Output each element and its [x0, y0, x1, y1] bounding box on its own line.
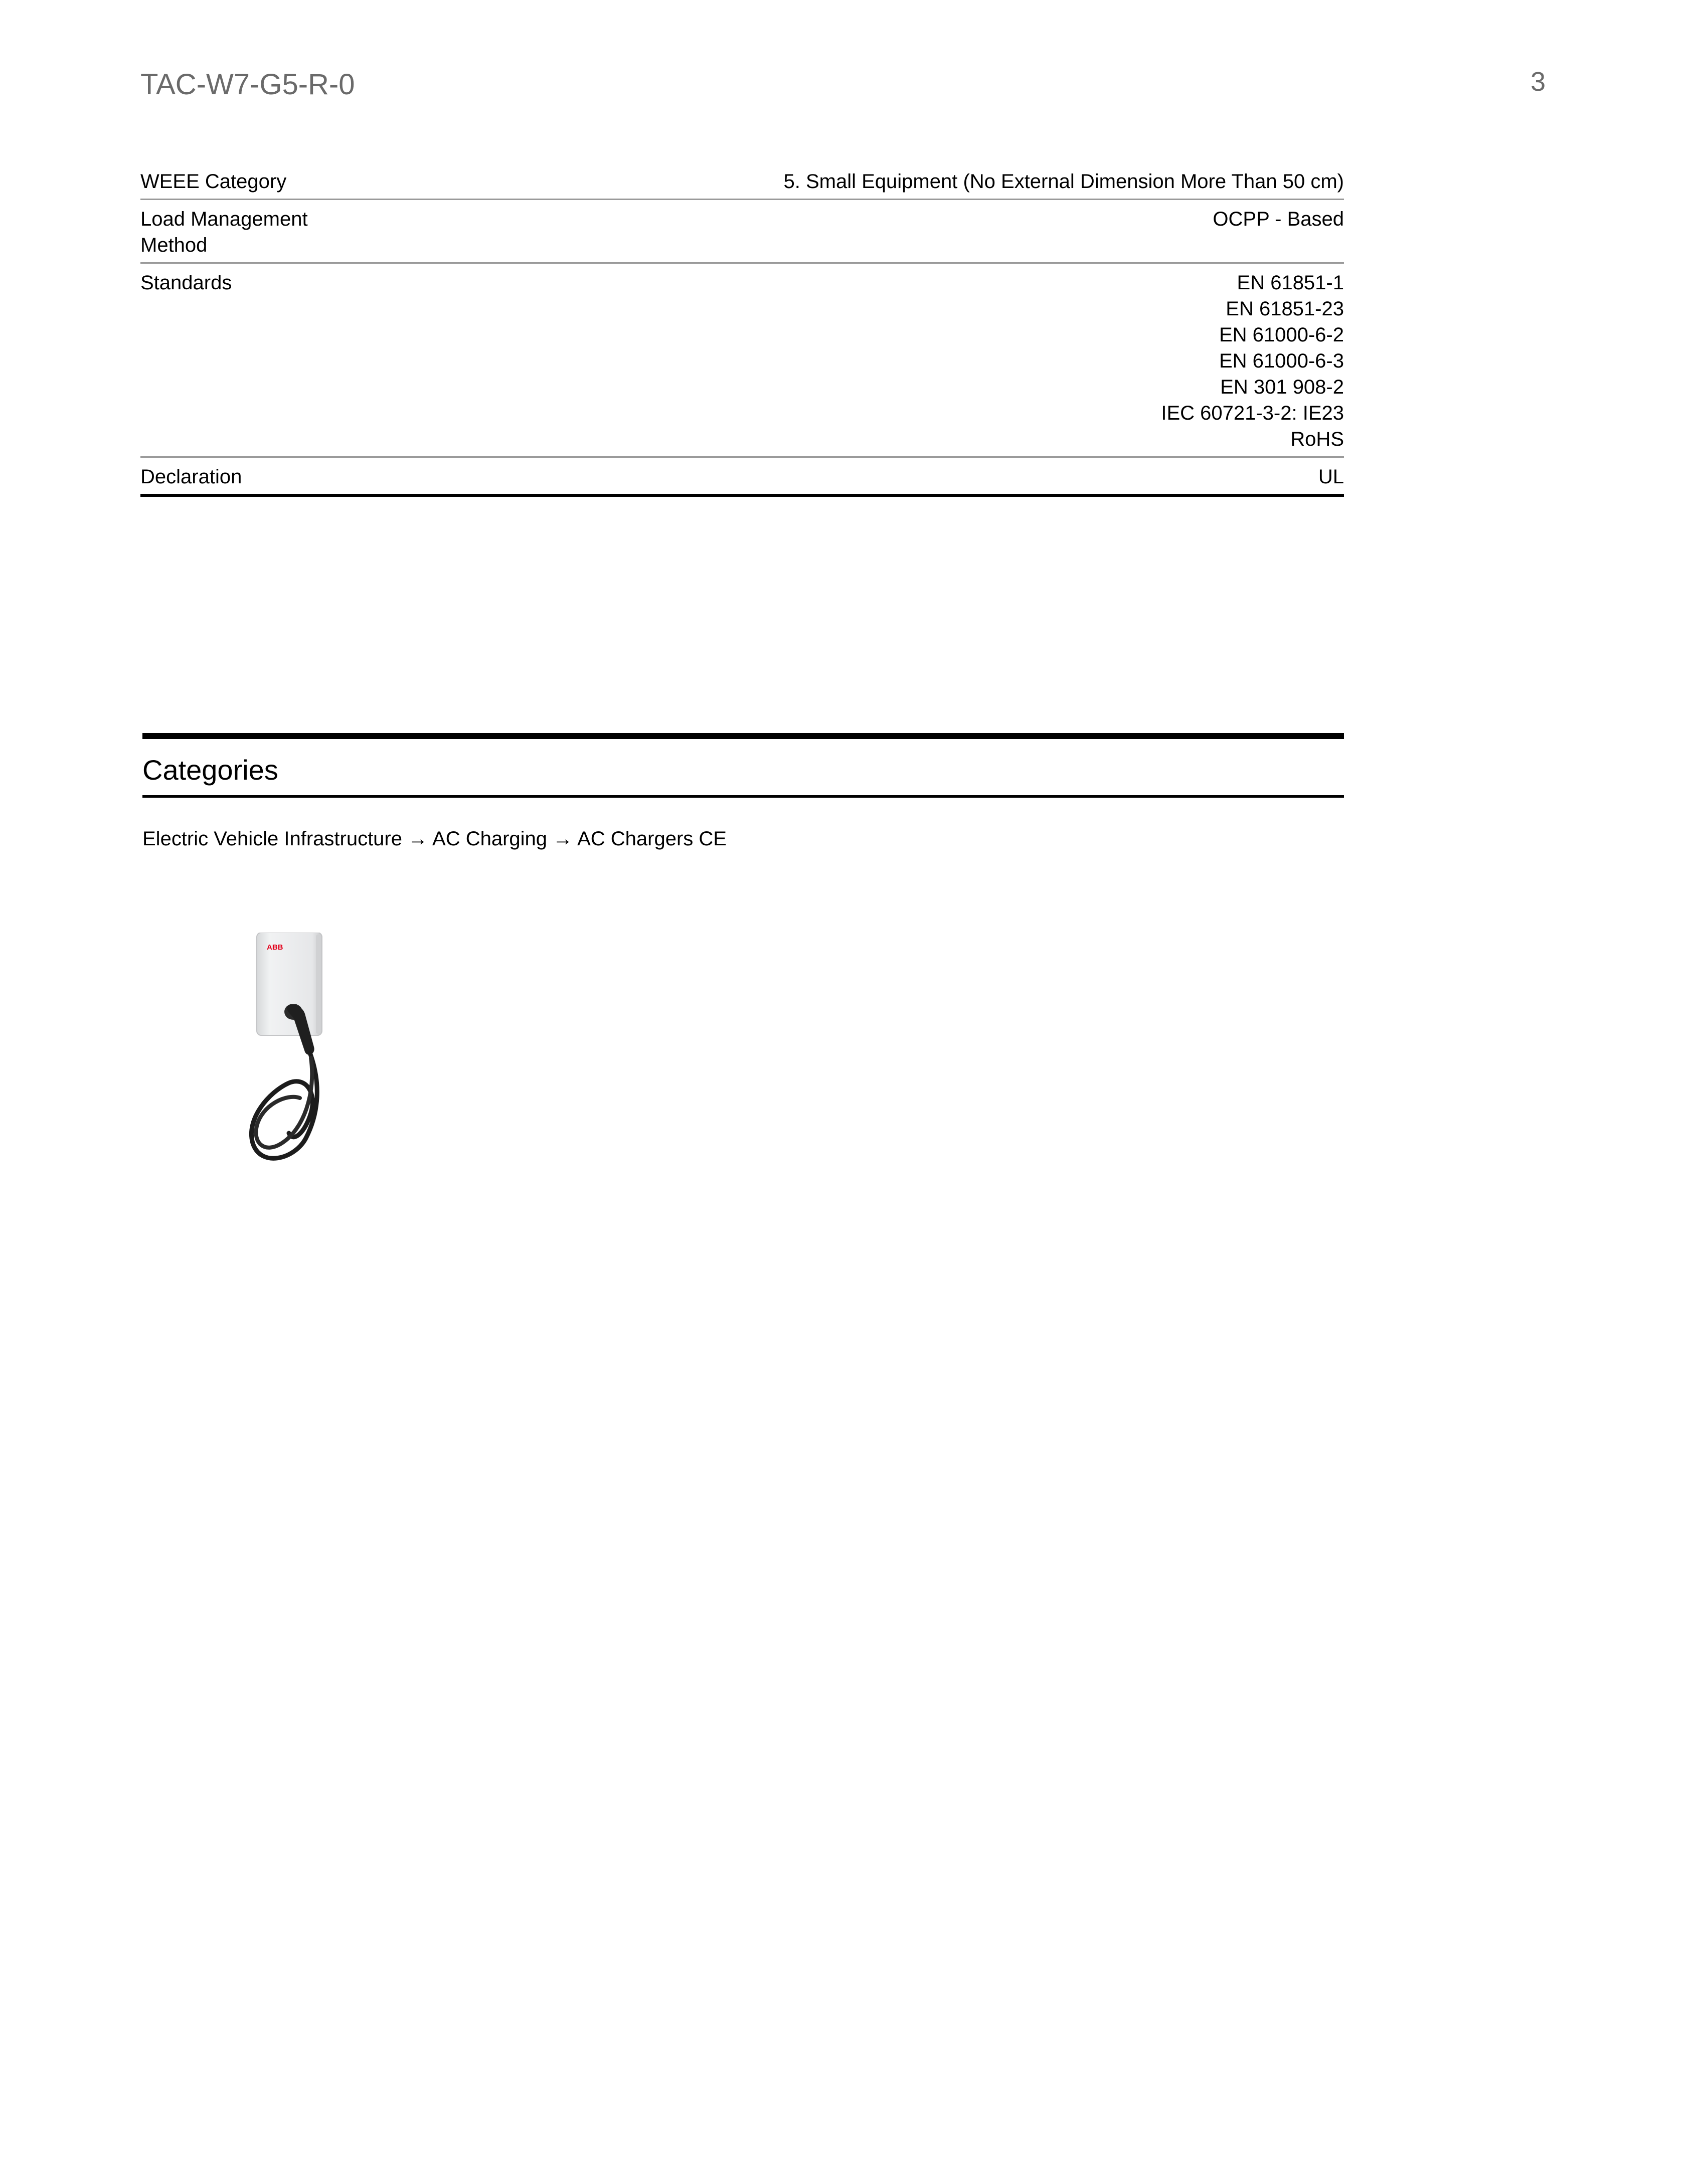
spec-row-load-management — [140, 200, 1344, 264]
spec-value-line: IEC 60721-3-2: IE23 — [1161, 402, 1344, 424]
spec-value-line: EN 61000-6-2 — [1219, 324, 1344, 346]
spec-value-line: EN 61000-6-3 — [1219, 350, 1344, 372]
spec-value-line: OCPP - Based — [1213, 208, 1344, 230]
spec-value-line: RoHS — [1290, 428, 1344, 450]
spec-label: WEEE Category — [140, 170, 287, 193]
spec-value-line: EN 301 908-2 — [1220, 376, 1344, 398]
categories-heading: Categories — [142, 739, 1344, 798]
spec-row-weee — [140, 165, 1344, 200]
spec-label: Declaration — [140, 466, 242, 488]
spec-value-line: EN 61851-1 — [1237, 272, 1344, 294]
spec-value — [321, 168, 1344, 195]
document-id: TAC-W7-G5-R-0 — [140, 68, 355, 101]
spec-value-line: 5. Small Equipment (No External Dimension More Than 50 cm) — [783, 170, 1344, 193]
categories-section — [142, 733, 1344, 849]
section-divider — [142, 733, 1344, 739]
spec-value — [321, 270, 1344, 452]
abb-logo-icon: ABB — [267, 943, 283, 952]
category-breadcrumb — [142, 829, 1344, 849]
spec-row-standards — [140, 264, 1344, 458]
arrow-right-icon: → — [408, 828, 428, 850]
spec-label: Load Management Method — [140, 208, 308, 256]
page-number: 3 — [1531, 67, 1546, 97]
arrow-right-icon: → — [553, 828, 573, 850]
spec-label: Standards — [140, 272, 232, 294]
category-crumb[interactable]: Electric Vehicle Infrastructure — [142, 828, 402, 850]
spec-table — [140, 165, 1344, 497]
charger-side — [316, 935, 321, 1034]
spec-row-declaration — [140, 458, 1344, 497]
spec-value-line: EN 61851-23 — [1226, 298, 1344, 320]
category-crumb[interactable]: AC Charging — [432, 828, 548, 850]
category-crumb[interactable]: AC Chargers CE — [577, 828, 727, 850]
spec-value-line: UL — [1318, 466, 1344, 488]
product-image-ev-charger — [241, 933, 361, 1163]
spec-value — [321, 206, 1344, 232]
spec-value — [321, 464, 1344, 490]
